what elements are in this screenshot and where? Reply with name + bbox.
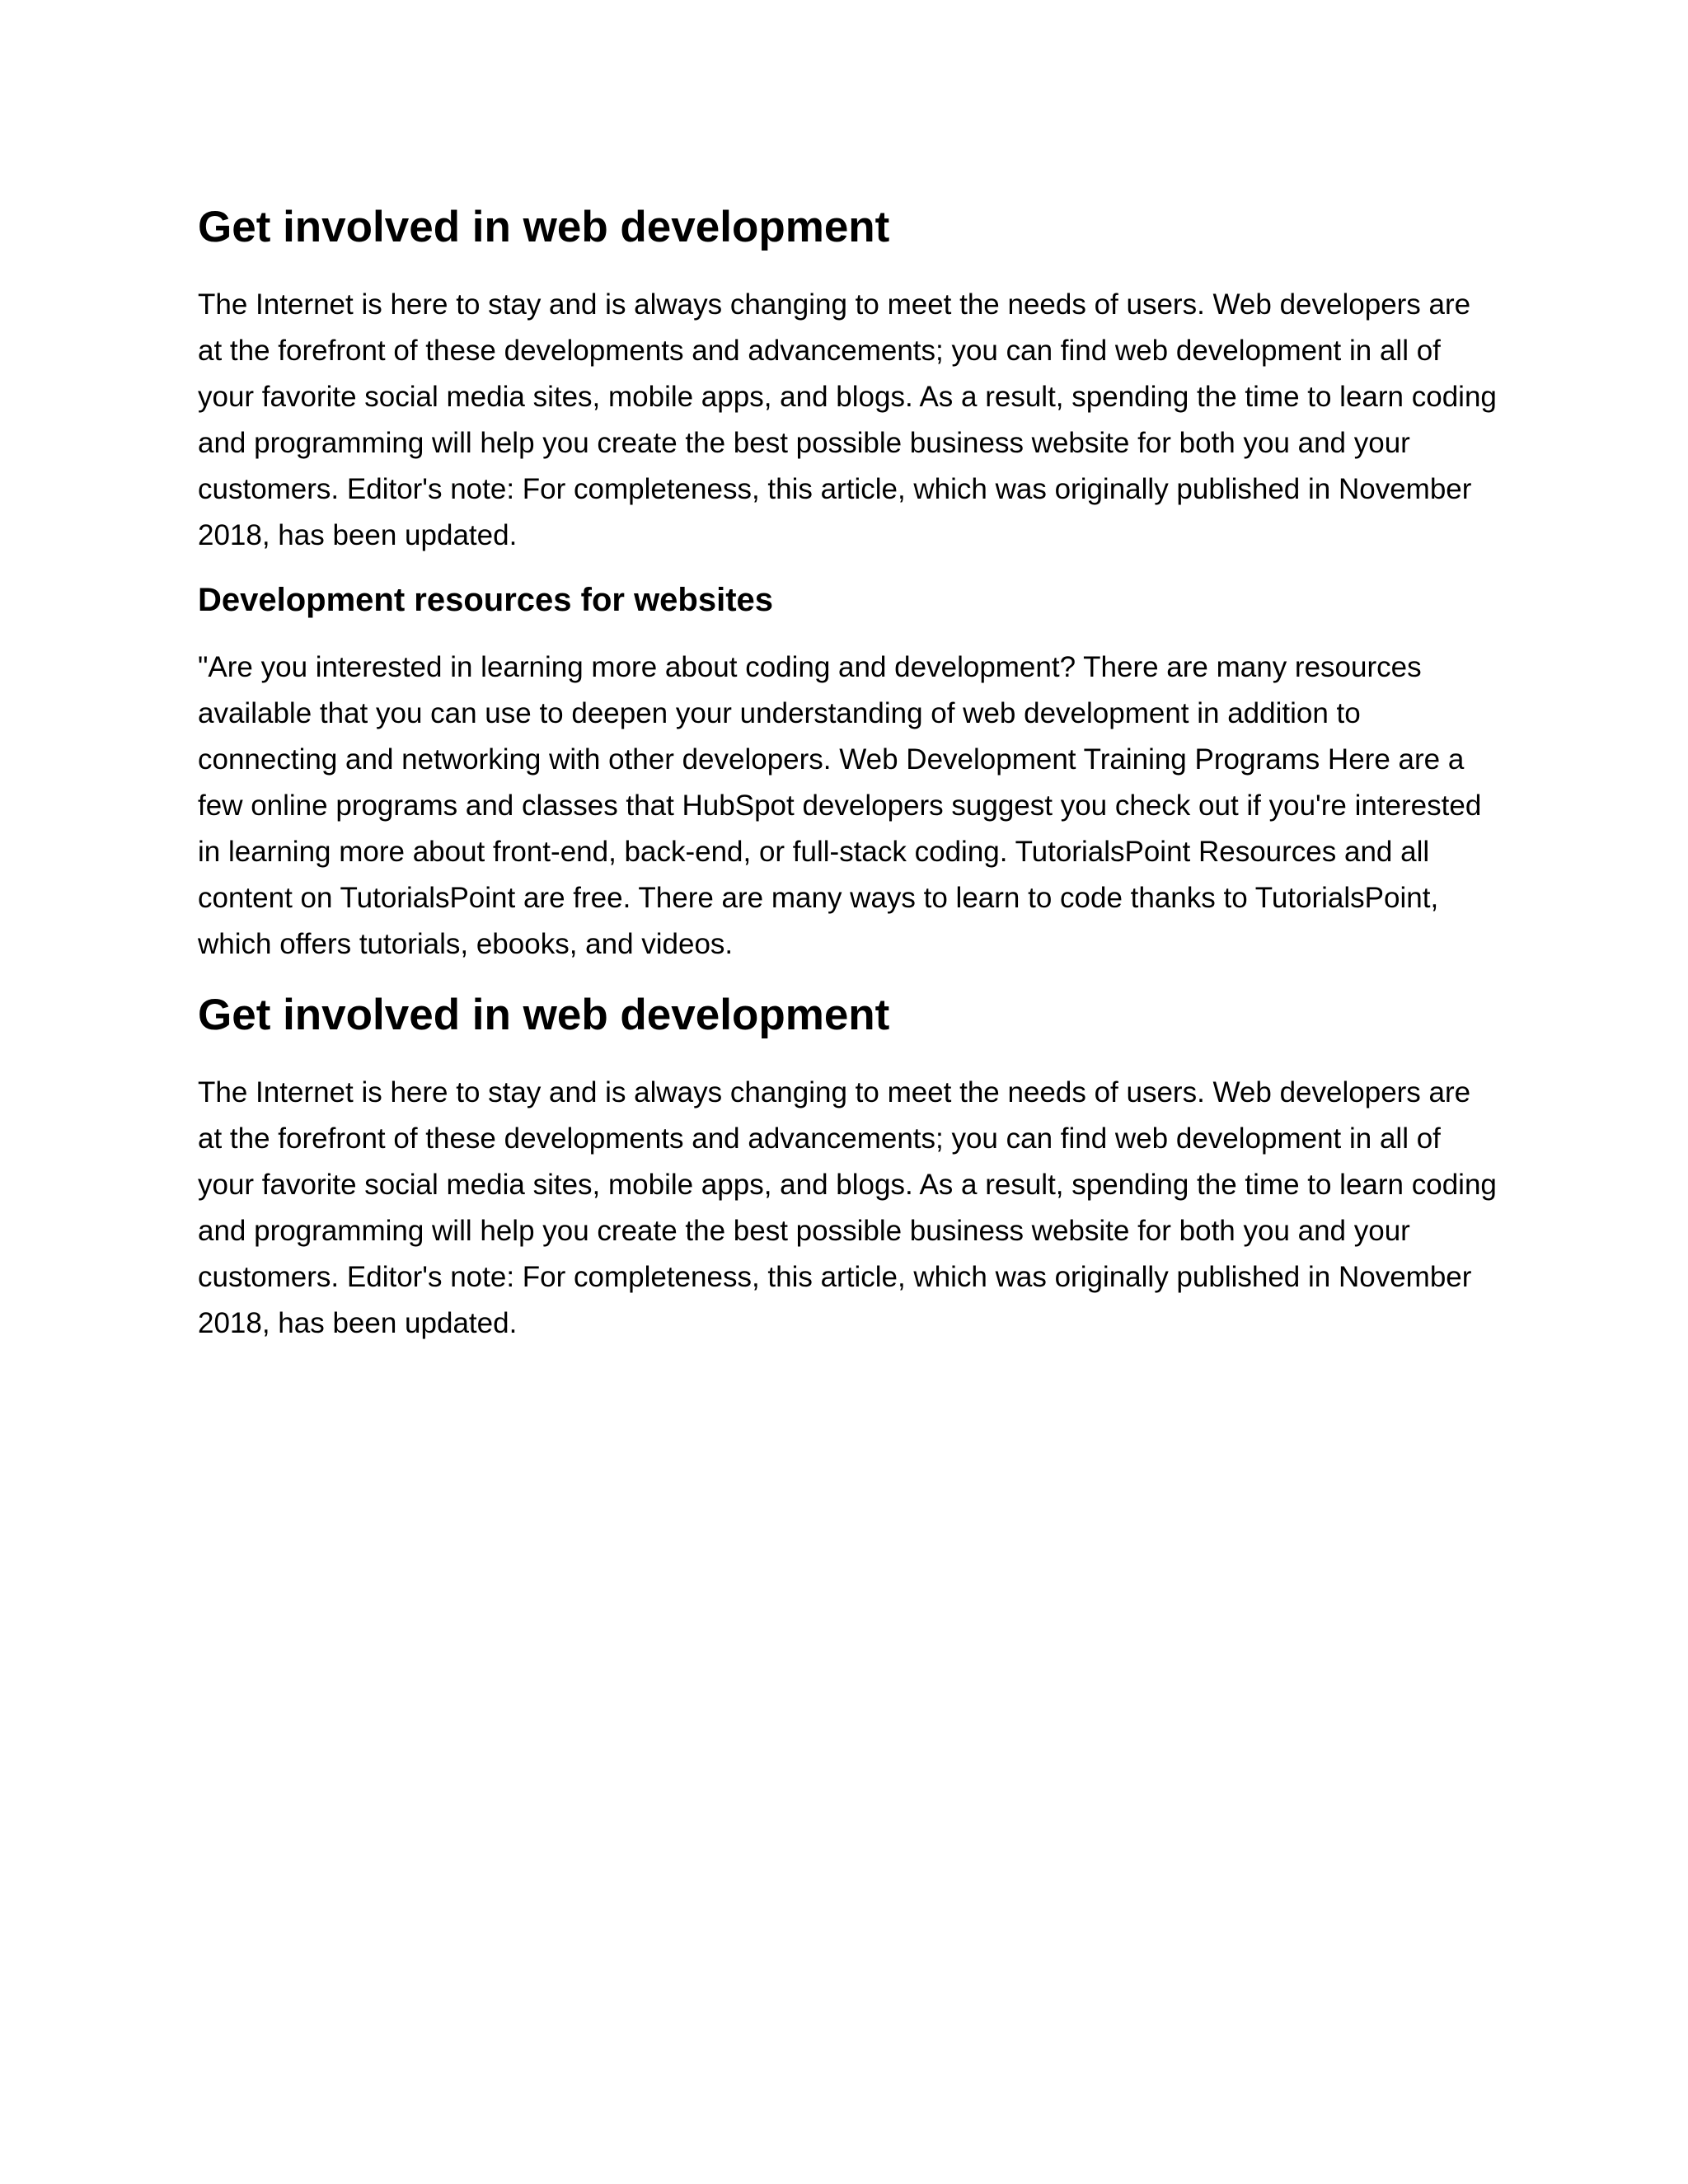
document-page <box>198 198 1500 1365</box>
section-paragraph: The Internet is here to stay and is always changing to meet the needs of users. Web developers are at the forefront of these developments and advancements; you can find web development in all of your favorite social media sites, mobile apps, and blogs. As a result, spending the time to learn coding and programming will help you create the best possible business website for both you and your customers. Editor's note: For completeness, this article, which was originally published in November 2018, has been updated. <box>198 1076 1497 1339</box>
section-heading: Get involved in web development <box>198 991 890 1039</box>
section-intro <box>198 198 1500 559</box>
section-repeat <box>198 986 1500 1347</box>
section-resources <box>198 577 1500 968</box>
section-paragraph: "Are you interested in learning more about coding and development? There are many resources available that you can use to deepen your understanding of web development in addition to connecting and networking with other developers. Web Development Training Programs Here are a few online programs and classes that HubSpot developers suggest you check out if you're interested in learning more about front-end, back-end, or full-stack coding. TutorialsPoint Resources and all content on TutorialsPoint are free. There are many ways to learn to code thanks to TutorialsPoint, which offers tutorials, ebooks, and videos. <box>198 651 1482 960</box>
section-heading: Get involved in web development <box>198 203 890 251</box>
section-paragraph: The Internet is here to stay and is always changing to meet the needs of users. Web developers are at the forefront of these developments and advancements; you can find web development in all of your favorite social media sites, mobile apps, and blogs. As a result, spending the time to learn coding and programming will help you create the best possible business website for both you and your customers. Editor's note: For completeness, this article, which was originally published in November 2018, has been updated. <box>198 288 1497 551</box>
section-subheading: Development resources for websites <box>198 582 774 618</box>
